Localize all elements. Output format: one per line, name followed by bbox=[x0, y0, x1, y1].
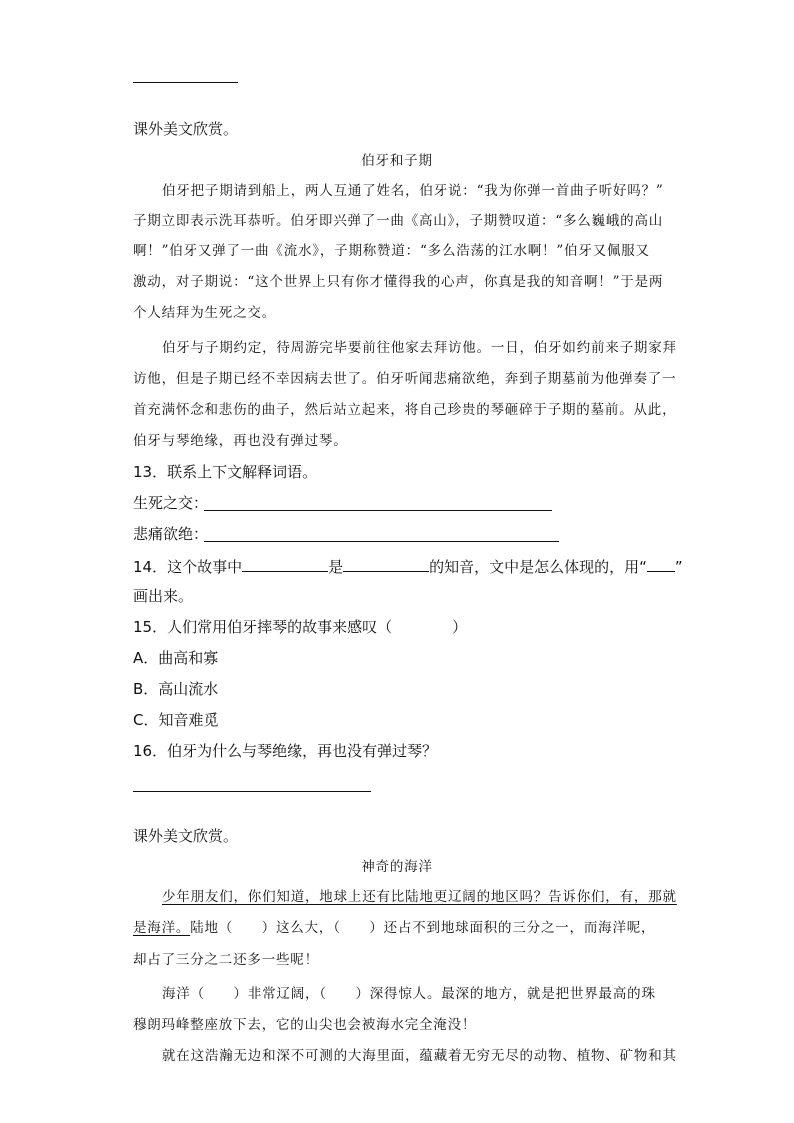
q13-answer-line-1[interactable] bbox=[204, 510, 552, 511]
q14-text-c: 的知音，文中是怎么体现的，用“ bbox=[429, 558, 647, 576]
story-line: 子期立即表示洗耳恭听。伯牙即兴弹了一曲《高山》，子期赞叹道：“多么巍峨的高山 bbox=[133, 213, 664, 229]
section-heading: 课外美文欣赏。 bbox=[133, 120, 239, 138]
story2-line: 海洋（ ）非常辽阔，（ ）深得惊人。最深的地方，就是把世界最高的珠 bbox=[162, 986, 656, 1002]
story2-line bbox=[133, 918, 655, 938]
section-heading-2: 课外美文欣赏。 bbox=[133, 827, 239, 845]
q14-text-a: 14．这个故事中 bbox=[133, 558, 243, 576]
q14-blank-1[interactable] bbox=[242, 555, 328, 572]
story-line: 伯牙把子期请到船上，两人互通了姓名，伯牙说：“我为你弹一首曲子听好吗？” bbox=[162, 183, 664, 199]
q15-option-a[interactable]: A．曲高和寡 bbox=[133, 649, 219, 667]
q14-underline-sample bbox=[647, 555, 675, 572]
story-title-2: 神奇的海洋 bbox=[361, 859, 433, 875]
question-14 bbox=[133, 555, 683, 577]
question-15: 15．人们常用伯牙摔琴的故事来感叹（ ） bbox=[133, 618, 468, 636]
story-line: 伯牙与琴绝缘，再也没有弹过琴。 bbox=[133, 433, 348, 449]
story2-line: 少年朋友们，你们知道，地球上还有比陆地更辽阔的地区吗？告诉你们，有，那就 bbox=[162, 889, 677, 905]
story2-underlined-text: 是海洋。 bbox=[133, 920, 191, 936]
story-line: 个人结拜为生死之交。 bbox=[133, 305, 276, 321]
story-line: 伯牙与子期约定，待周游完毕要前往他家去拜访他。一日，伯牙如约前来子期家拜 bbox=[162, 340, 677, 356]
q13-term-2: 悲痛欲绝： bbox=[133, 525, 209, 543]
story-line: 啊！”伯牙又弹了一曲《流水》，子期称赞道：“多么浩荡的江水啊！”伯牙又佩服又 bbox=[133, 243, 650, 259]
top-answer-line[interactable] bbox=[133, 82, 238, 83]
story2-line: 却占了三分之二还多一些呢！ bbox=[133, 952, 319, 968]
q14-text-d: ” bbox=[674, 558, 683, 576]
story-line: 访他，但是子期已经不幸因病去世了。伯牙听闻悲痛欲绝，奔到子期墓前为他弹奏了一 bbox=[133, 371, 677, 387]
q14-text-b: 是 bbox=[328, 558, 344, 576]
story-title: 伯牙和子期 bbox=[361, 153, 433, 169]
q15-option-b[interactable]: B．高山流水 bbox=[133, 680, 219, 698]
q14-continuation: 画出来。 bbox=[133, 587, 194, 605]
story-line: 激动，对子期说：“这个世界上只有你才懂得我的心声，你真是我的知音啊！”于是两 bbox=[133, 274, 664, 290]
q13-term-1: 生死之交： bbox=[133, 494, 209, 512]
story-line: 首充满怀念和悲伤的曲子，然后站立起来，将自己珍贵的琴砸碎于子期的墓前。从此， bbox=[133, 402, 677, 418]
story2-line: 就在这浩瀚无边和深不可测的大海里面，蕴藏着无穷无尽的动物、植物、矿物和其 bbox=[162, 1048, 677, 1064]
story2-line: 穆朗玛峰整座放下去，它的山尖也会被海水完全淹没！ bbox=[133, 1017, 477, 1033]
q14-blank-2[interactable] bbox=[343, 555, 429, 572]
question-16: 16．伯牙为什么与琴绝缘，再也没有弹过琴？ bbox=[133, 742, 438, 760]
q13-answer-line-2[interactable] bbox=[204, 541, 559, 542]
q16-answer-line[interactable] bbox=[133, 791, 371, 792]
question-13: 13．联系上下文解释词语。 bbox=[133, 463, 318, 481]
q15-option-c[interactable]: C．知音难觅 bbox=[133, 711, 219, 729]
story2-text: 陆地（ ）这么大，（ ）还占不到地球面积的三分之一，而海洋呢， bbox=[190, 920, 656, 936]
